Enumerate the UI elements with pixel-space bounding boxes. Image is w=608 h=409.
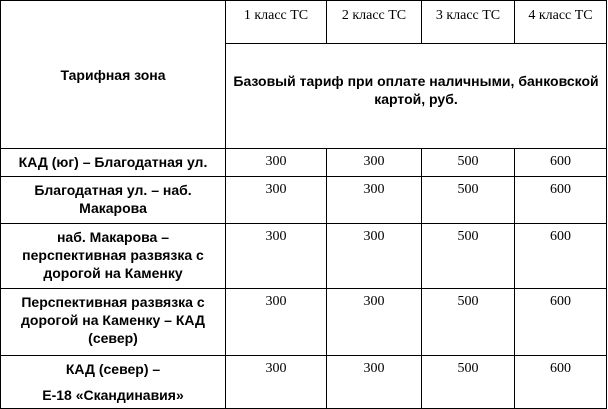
price-cell-class-4: 600 [515,149,607,177]
price-cell-class-2: 300 [327,356,422,409]
zone-line-2: Е-18 «Скандинавия» [42,387,184,403]
price-cell-class-4: 600 [515,356,607,409]
table-row [1,224,607,289]
price-cell-class-3: 500 [422,356,515,409]
table-row [1,289,607,356]
price-cell-class-3: 500 [422,149,515,177]
price-cell-class-1: 300 [226,177,327,224]
price-cell-class-2: 300 [327,177,422,224]
price-cell-class-1: 300 [226,289,327,356]
price-cell-class-3: 500 [422,177,515,224]
zone-cell: КАД (юг) – Благодатная ул. [1,149,226,177]
zone-line-1: КАД (север) – [65,361,161,377]
price-cell-class-1: 300 [226,224,327,289]
table-row [1,177,607,224]
price-cell-class-2: 300 [327,224,422,289]
header-row-classes [1,1,607,44]
price-cell-class-3: 500 [422,289,515,356]
price-cell-class-2: 300 [327,289,422,356]
zone-cell: Перспективная развязка с дорогой на Каменку – КАД (север) [1,289,226,356]
zone-cell: наб. Макарова – перспективная развязка с дорогой на Каменку [1,224,226,289]
class-3-header: 3 класс ТС [422,1,515,44]
price-cell-class-4: 600 [515,224,607,289]
class-2-header: 2 класс ТС [327,1,422,44]
zone-column-header: Тарифная зона [1,1,226,149]
table-row [1,149,607,177]
price-cell-class-2: 300 [327,149,422,177]
price-cell-class-3: 500 [422,224,515,289]
zone-cell: Благодатная ул. – наб. Макарова [1,177,226,224]
price-cell-class-4: 600 [515,289,607,356]
base-tariff-header: Базовый тариф при оплате наличными, банковской картой, руб. [226,44,607,149]
price-cell-class-1: 300 [226,149,327,177]
class-1-header: 1 класс ТС [226,1,327,44]
class-4-header: 4 класс ТС [515,1,607,44]
zone-cell [1,356,226,409]
price-cell-class-4: 600 [515,177,607,224]
table-row [1,356,607,409]
price-cell-class-1: 300 [226,356,327,409]
